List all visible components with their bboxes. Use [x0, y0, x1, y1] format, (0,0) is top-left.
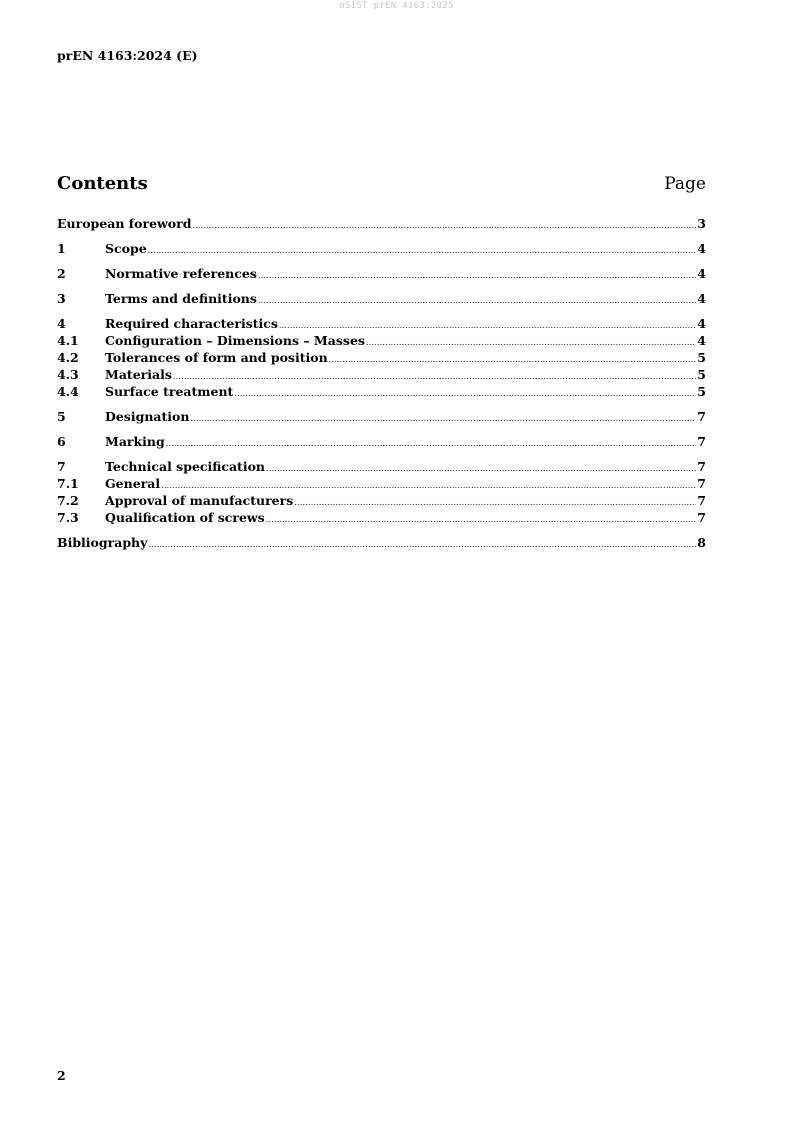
- toc-entry-label: Configuration – Dimensions – Masses: [105, 333, 365, 348]
- toc-entry-label: Qualification of screws: [105, 510, 265, 525]
- toc-entry[interactable]: [57, 215, 706, 232]
- toc-entry-page: 4: [697, 266, 706, 281]
- toc-entry[interactable]: [57, 332, 706, 349]
- toc-entry-label: Designation: [105, 409, 190, 424]
- toc-entry-page: 4: [697, 333, 706, 348]
- toc-entry[interactable]: [57, 534, 706, 551]
- toc-entry[interactable]: [57, 492, 706, 509]
- toc-entry-number: 7: [57, 459, 66, 474]
- toc-title: Contents: [57, 173, 148, 194]
- toc-entry-number: 6: [57, 434, 66, 449]
- toc-dot-leader: [166, 435, 697, 452]
- toc-entry-number: 4.4: [57, 384, 79, 399]
- toc-entry-page: 3: [697, 216, 706, 231]
- toc-entry-page: 7: [697, 510, 706, 525]
- toc-entry-page: 4: [697, 291, 706, 306]
- toc-entry-label: Normative references: [105, 266, 257, 281]
- toc-entry-label: Technical specification: [105, 459, 266, 474]
- toc-dot-leader: [148, 242, 697, 259]
- watermark-text: oSIST prEN 4163:2025: [339, 1, 454, 11]
- toc-entry-page: 5: [697, 367, 706, 382]
- toc-entry-page: 4: [697, 241, 706, 256]
- toc-entry-page: 5: [697, 350, 706, 365]
- toc-entry-label: Approval of manufacturers: [105, 493, 294, 508]
- toc-dot-leader: [258, 292, 696, 309]
- toc-entry[interactable]: [57, 475, 706, 492]
- toc-dot-leader: [192, 217, 696, 234]
- toc-header: [57, 173, 706, 194]
- toc-entry-number: 4.1: [57, 333, 79, 348]
- toc-entry-page: 7: [697, 476, 706, 491]
- toc-entry-page: 7: [697, 434, 706, 449]
- toc-entry-page: 7: [697, 493, 706, 508]
- toc-entry-number: 4.3: [57, 367, 79, 382]
- page-number: 2: [57, 1068, 66, 1083]
- toc-dot-leader: [258, 267, 696, 284]
- toc-entry-label: Marking: [105, 434, 165, 449]
- toc-entry-number: 7.3: [57, 510, 79, 525]
- toc-entry-label: General: [105, 476, 161, 491]
- toc-dot-leader: [148, 536, 696, 553]
- toc-entry[interactable]: [57, 349, 706, 366]
- toc-entry[interactable]: [57, 458, 706, 475]
- toc-dot-leader: [266, 511, 697, 528]
- toc-entry-page: 5: [697, 384, 706, 399]
- toc-entry-number: 3: [57, 291, 66, 306]
- toc-entry-label: Terms and definitions: [105, 291, 257, 306]
- toc-dot-leader: [266, 460, 696, 477]
- toc-page-label: Page: [664, 174, 706, 194]
- toc-entry-label: European foreword: [57, 216, 192, 231]
- toc-entry-number: 2: [57, 266, 66, 281]
- toc-dot-leader: [294, 494, 696, 511]
- toc-dot-leader: [173, 368, 696, 385]
- toc-entry-page: 7: [697, 409, 706, 424]
- toc-entry-label: Tolerances of form and position: [105, 350, 328, 365]
- toc-entry[interactable]: [57, 240, 706, 257]
- toc-dot-leader: [190, 410, 696, 427]
- toc-entry-number: 5: [57, 409, 66, 424]
- toc-entry-label: Required characteristics: [105, 316, 278, 331]
- toc-entry-page: 4: [697, 316, 706, 331]
- toc-entry-label: Surface treatment: [105, 384, 234, 399]
- toc-entry[interactable]: [57, 509, 706, 526]
- toc-entry[interactable]: [57, 315, 706, 332]
- toc-entry[interactable]: [57, 366, 706, 383]
- toc-entry[interactable]: [57, 383, 706, 400]
- table-of-contents: [57, 215, 706, 551]
- toc-entry-number: 4: [57, 316, 66, 331]
- toc-entry-number: 7.2: [57, 493, 79, 508]
- toc-dot-leader: [329, 351, 697, 368]
- toc-entry-label: Bibliography: [57, 535, 148, 550]
- toc-entry[interactable]: [57, 290, 706, 307]
- toc-dot-leader: [234, 385, 696, 402]
- toc-entry-number: 7.1: [57, 476, 79, 491]
- toc-entry[interactable]: [57, 265, 706, 282]
- toc-entry[interactable]: [57, 433, 706, 450]
- toc-entry-number: 4.2: [57, 350, 79, 365]
- toc-entry-label: Scope: [105, 241, 147, 256]
- toc-entry-number: 1: [57, 241, 66, 256]
- toc-entry-label: Materials: [105, 367, 172, 382]
- toc-entry[interactable]: [57, 408, 706, 425]
- toc-dot-leader: [366, 334, 696, 351]
- toc-entry-page: 8: [697, 535, 706, 550]
- document-id: prEN 4163:2024 (E): [57, 48, 198, 63]
- toc-entry-page: 7: [697, 459, 706, 474]
